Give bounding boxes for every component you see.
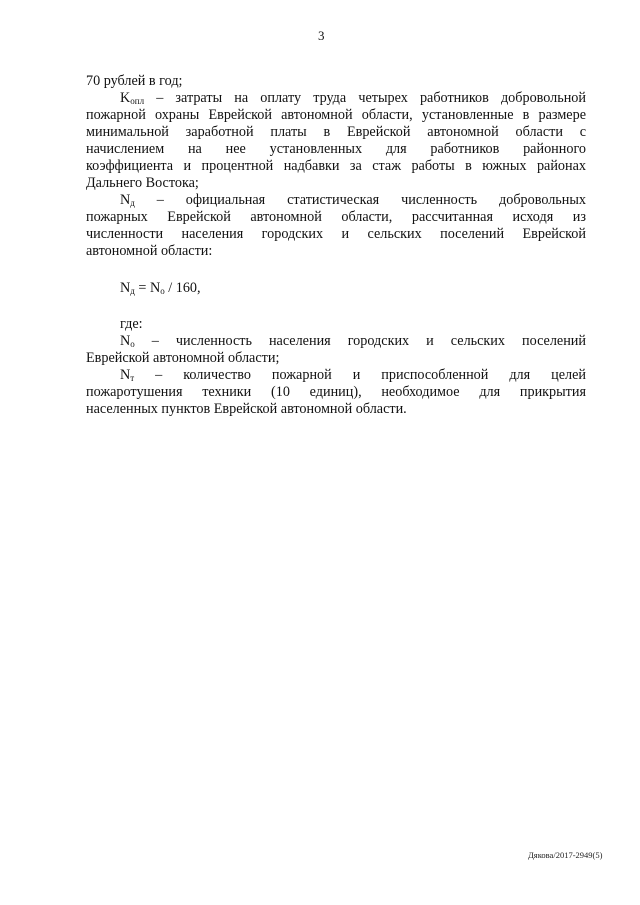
text-line-rest: – количество пожарной и приспособленной для целей — [134, 367, 586, 383]
text-line: коэффициента и процентной надбавки за стаж работы в южных районах — [86, 158, 586, 174]
text-line: пожарных Еврейской автономной области, рассчитанная исходя из — [86, 209, 586, 225]
text-line: пожарной охраны Еврейской автономной области, установленные в размере — [86, 107, 586, 123]
text-line: автономной области: — [86, 243, 213, 259]
k-symbol: K — [120, 90, 131, 106]
nt-symbol: N — [120, 367, 131, 383]
nd-subscript: д — [130, 198, 135, 208]
k-subscript: опл — [130, 96, 145, 106]
nt-subscript: т — [130, 373, 135, 383]
formula-sub-o: о — [160, 286, 165, 296]
text-line: где: — [120, 316, 143, 332]
formula — [120, 280, 201, 300]
no-symbol: N — [120, 333, 131, 349]
text-line: пожаротушения техники (10 единиц), необходимое для прикрытия — [86, 384, 586, 400]
formula-end: / 160, — [164, 280, 201, 296]
text-line: численности населения городских и сельских поселений Еврейской — [86, 226, 586, 242]
text-line: минимальной заработной платы в Еврейской автономной области с — [86, 124, 586, 140]
page-number: 3 — [318, 28, 325, 43]
footer-reference: Дякова/2017-2949(5) — [528, 850, 603, 860]
text-line-rest: – официальная статистическая численность добровольных — [134, 192, 586, 208]
text-line: 70 рублей в год; — [86, 73, 183, 89]
nd-symbol: N — [120, 192, 131, 208]
text-line: Еврейской автономной области; — [86, 350, 280, 366]
text-line: Дальнего Востока; — [86, 175, 199, 191]
formula-sub-d: д — [130, 286, 135, 296]
formula-eq: = N — [134, 280, 161, 296]
text-line: начислением на нее установленных для работников районного — [86, 141, 586, 157]
text-line: населенных пунктов Еврейской автономной области. — [86, 401, 407, 417]
text-line-rest: – численность населения городских и сельских поселений — [134, 333, 586, 349]
text-line-rest: – затраты на оплату труда четырех работников добровольной — [144, 90, 586, 106]
formula-n: N — [120, 280, 131, 296]
no-subscript: о — [130, 339, 135, 349]
